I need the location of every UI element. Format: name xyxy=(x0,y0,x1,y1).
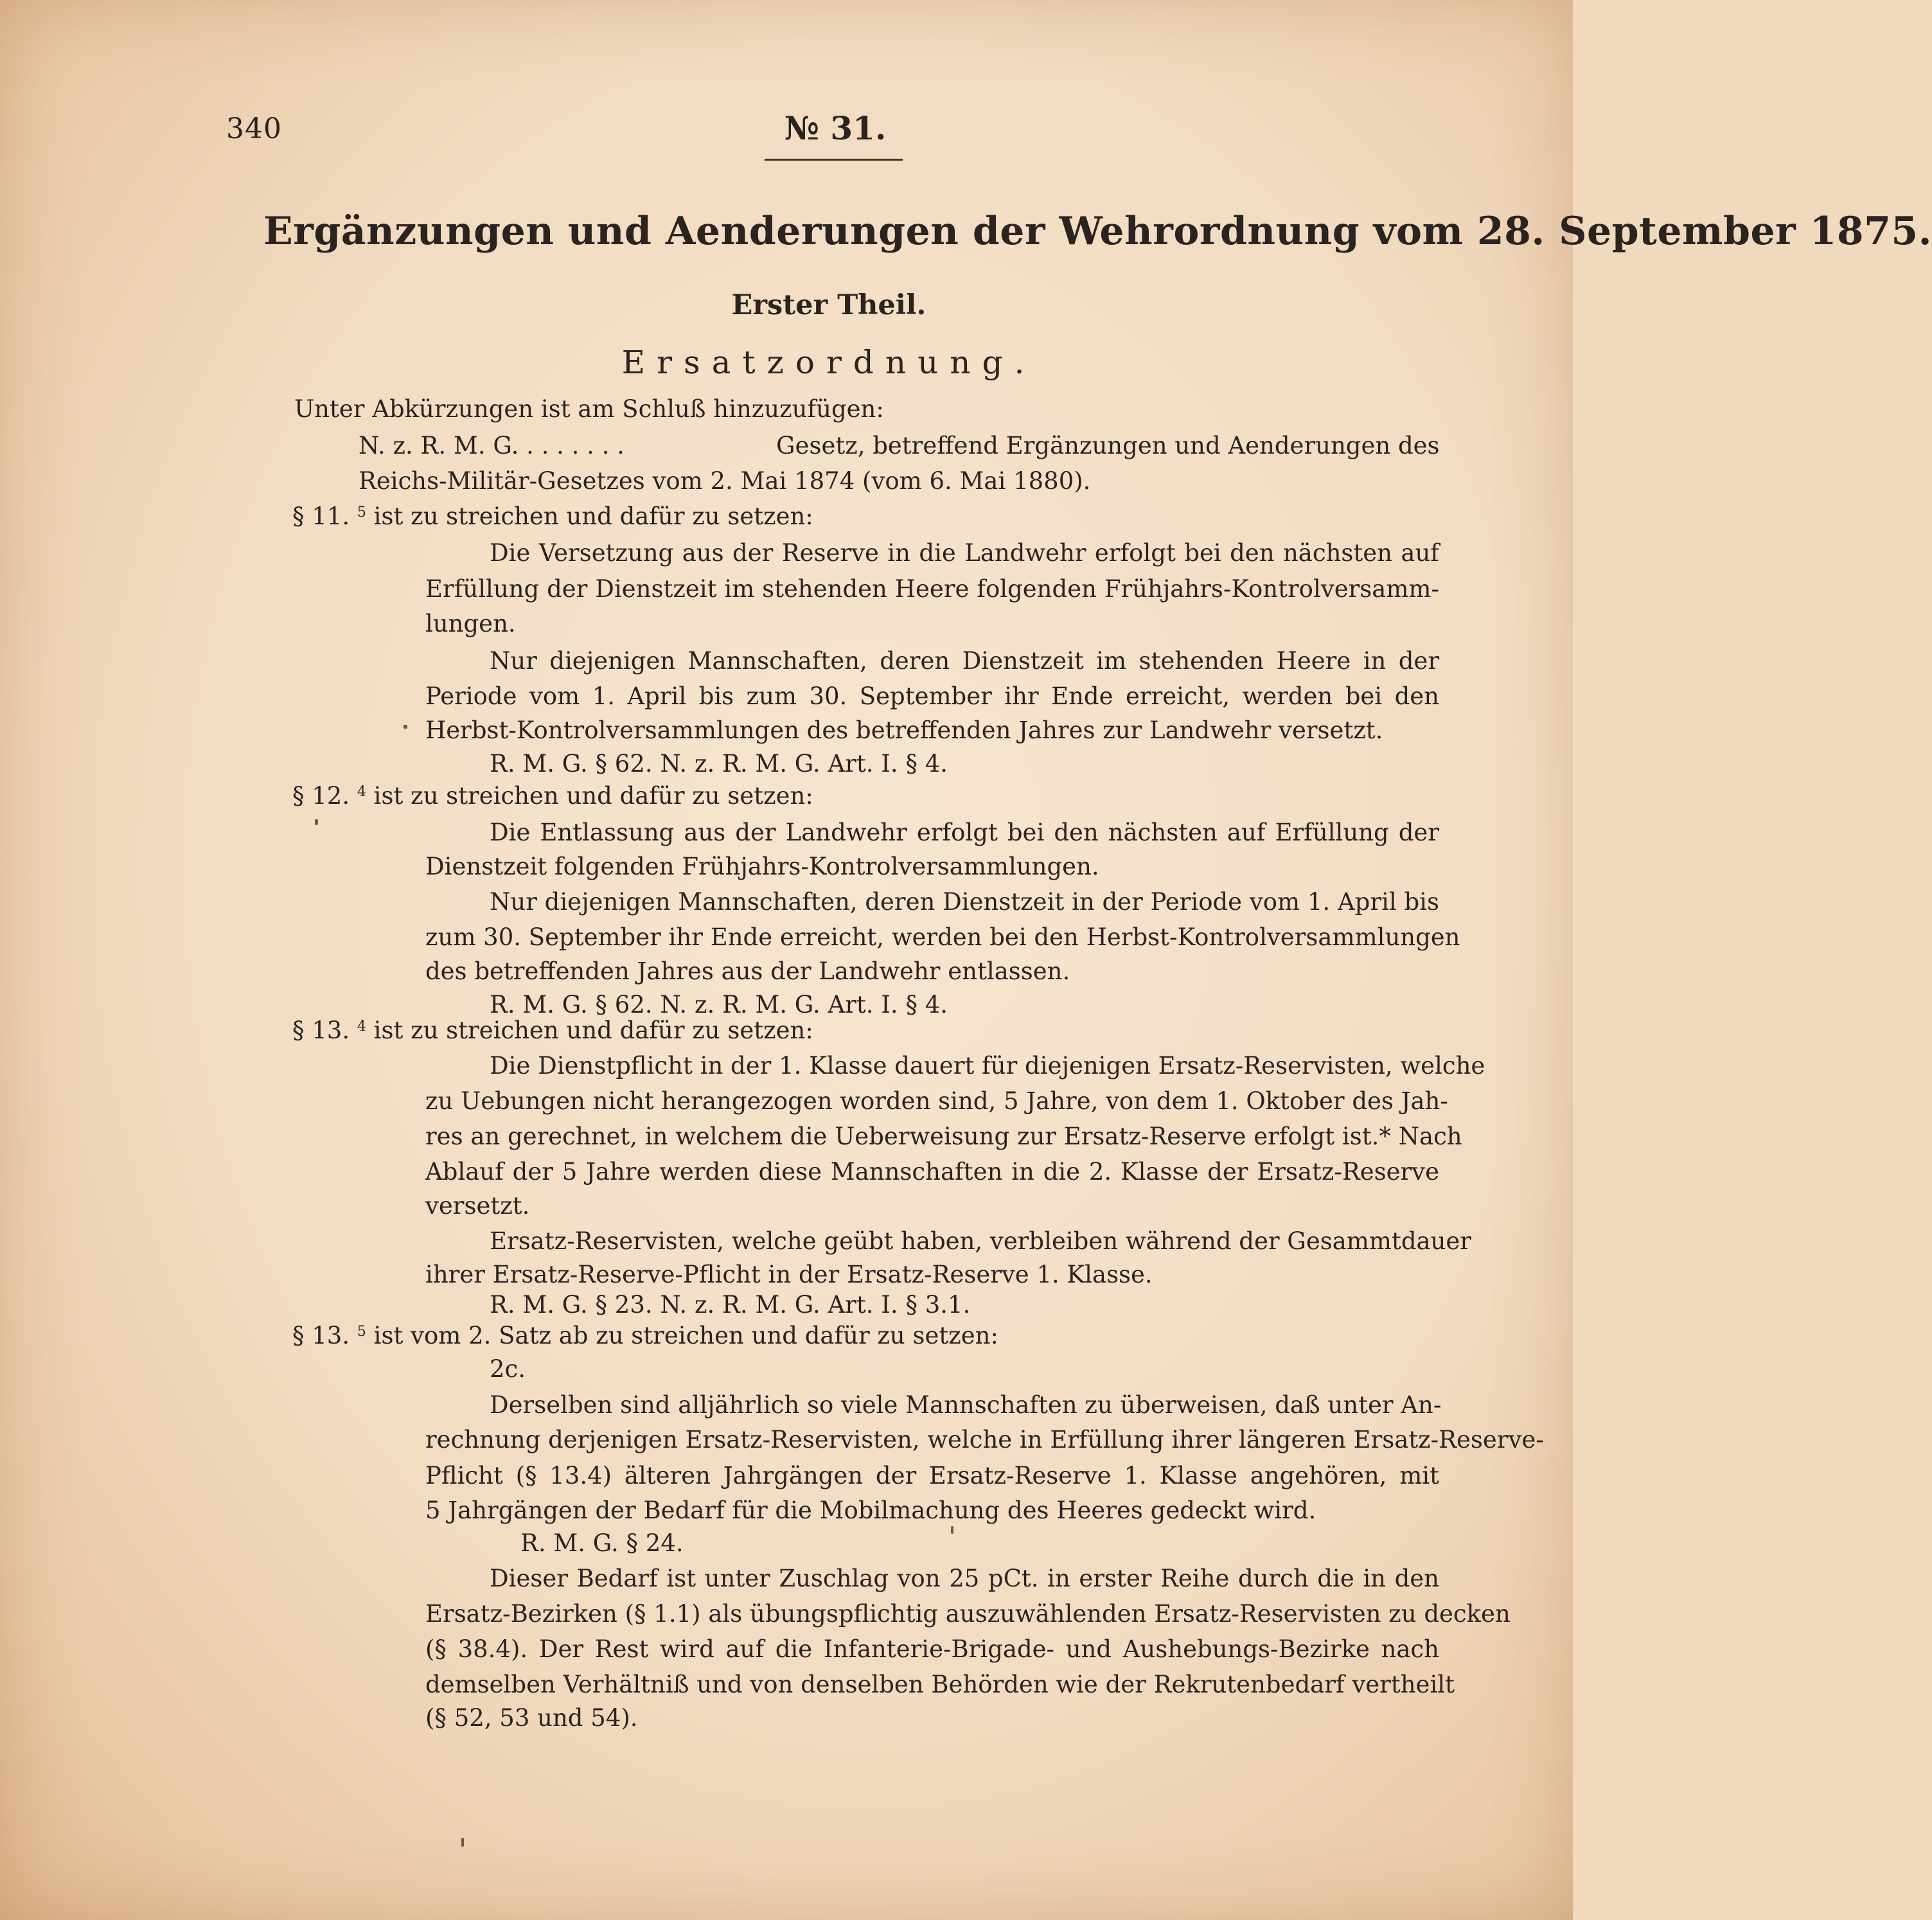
instruction-text: ist vom 2. Satz ab zu streichen und dafür zu setzen: xyxy=(373,1322,998,1349)
instruction-text: ist zu streichen und dafür zu setzen: xyxy=(373,502,813,530)
text-line: ihrer Ersatz-Reserve-Pflicht in der Ersatz-Reserve 1. Klasse. xyxy=(425,1261,1153,1288)
text-line: zu Uebungen nicht herangezogen worden sind, 5 Jahre, von dem 1. Oktober des Jah- xyxy=(425,1087,1448,1115)
text-line: Die Versetzung aus der Reserve in die Landwehr erfolgt bei den nächsten auf xyxy=(490,539,1439,567)
text-line: Ablauf der 5 Jahre werden diese Mannschaften in die 2. Klasse der Ersatz-Reserve xyxy=(425,1158,1439,1186)
text-line: Ersatz-Bezirken (§ 1.1) als übungspflichtig auszuwählenden Ersatz-Reservisten zu decken xyxy=(425,1600,1511,1628)
text-line: Herbst-Kontrolversammlungen des betreffenden Jahres zur Landwehr versetzt. xyxy=(425,716,1383,744)
paragraph-mark: § 13. xyxy=(292,1017,350,1044)
issue-number: № 31. xyxy=(784,109,887,147)
text-line: Die Entlassung aus der Landwehr erfolgt bei den nächsten auf Erfüllung der xyxy=(490,819,1439,846)
abbreviation-continued: Reichs-Militär-Gesetzes vom 2. Mai 1874 (vom 6. Mai 1880). xyxy=(359,467,1091,495)
issue-underline xyxy=(765,159,903,161)
text-line: Die Dienstpflicht in der 1. Klasse dauert für diejenigen Ersatz-Reservisten, welche xyxy=(490,1052,1485,1080)
text-line: Dienstzeit folgenden Frühjahrs-Kontrolversammlungen. xyxy=(425,853,1099,880)
section-12-heading xyxy=(292,784,813,808)
text-line: Erfüllung der Dienstzeit im stehenden Heere folgenden Frühjahrs-Kontrolversamm- xyxy=(425,575,1439,603)
page-number: 340 xyxy=(226,112,282,145)
paper-speck xyxy=(461,1838,464,1847)
text-line: 5 Jahrgängen der Bedarf für die Mobilmachung des Heeres gedeckt wird. xyxy=(425,1497,1316,1524)
clause-number: 5 xyxy=(357,1324,366,1340)
abbreviations-intro: Unter Abkürzungen ist am Schluß hinzuzufügen: xyxy=(294,395,884,423)
text-line: Pflicht (§ 13.4) älteren Jahrgängen der Ersatz-Reserve 1. Klasse angehören, mit xyxy=(425,1462,1439,1489)
paragraph-mark: § 13. xyxy=(292,1322,350,1349)
legal-reference: R. M. G. § 62. N. z. R. M. G. Art. I. § 4. xyxy=(490,750,948,778)
section-11-heading xyxy=(292,504,813,528)
section-13-4-heading xyxy=(292,1018,813,1042)
clause-number: 4 xyxy=(357,1018,366,1035)
text-line: (§ 52, 53 und 54). xyxy=(425,1704,638,1732)
text-line: lungen. xyxy=(425,610,516,637)
text-line: Ersatz-Reservisten, welche geübt haben, verbleiben während der Gesammtdauer xyxy=(490,1227,1471,1255)
text-line: 2c. xyxy=(490,1355,526,1383)
part-title: Erster Theil. xyxy=(731,289,926,321)
instruction-text: ist zu streichen und dafür zu setzen: xyxy=(373,1017,813,1044)
legal-reference: R. M. G. § 24. xyxy=(520,1529,684,1557)
clause-number: 4 xyxy=(357,784,366,800)
paragraph-mark: § 12. xyxy=(292,782,350,810)
text-line: Dieser Bedarf ist unter Zuschlag von 25 pCt. in erster Reihe durch die in den xyxy=(490,1565,1439,1592)
text-line: Nur diejenigen Mannschaften, deren Dienstzeit in der Periode vom 1. April bis xyxy=(490,888,1439,916)
legal-reference: R. M. G. § 23. N. z. R. M. G. Art. I. § 3.1. xyxy=(490,1291,971,1319)
paper-speck xyxy=(315,819,318,825)
text-line: des betreffenden Jahres aus der Landwehr entlassen. xyxy=(425,957,1070,985)
instruction-text: ist zu streichen und dafür zu setzen: xyxy=(373,782,813,810)
text-line: versetzt. xyxy=(425,1192,530,1220)
text-line: rechnung derjenigen Ersatz-Reservisten, welche in Erfüllung ihrer längeren Ersatz-Reserve- xyxy=(425,1426,1544,1453)
abbreviation-key: N. z. R. M. G. . . . . . . . xyxy=(359,432,625,459)
paragraph-mark: § 11. xyxy=(292,502,350,530)
text-line: Derselben sind alljährlich so viele Mannschaften zu überweisen, daß unter An- xyxy=(490,1391,1442,1419)
paper-speck xyxy=(951,1526,953,1534)
abbreviation-text: Gesetz, betreffend Ergänzungen und Aenderungen des xyxy=(776,432,1440,459)
text-line: (§ 38.4). Der Rest wird auf die Infanterie-Brigade- und Aushebungs-Bezirke nach xyxy=(425,1635,1439,1663)
document-title: Ergänzungen und Aenderungen der Wehrordnung vom 28. September 1875. xyxy=(263,209,1932,254)
section-13-5-heading xyxy=(292,1324,998,1347)
text-line: demselben Verhältniß und von denselben Behörden wie der Rekrutenbedarf vertheilt xyxy=(425,1671,1455,1698)
section-title: Ersatzordnung. xyxy=(621,344,1036,381)
legal-reference: R. M. G. § 62. N. z. R. M. G. Art. I. § 4. xyxy=(490,991,948,1018)
text-line: Periode vom 1. April bis zum 30. September ihr Ende erreicht, werden bei den xyxy=(425,682,1439,710)
text-line: res an gerechnet, in welchem die Ueberweisung zur Ersatz-Reserve erfolgt ist.* Nach xyxy=(425,1123,1462,1150)
clause-number: 5 xyxy=(357,504,366,520)
text-line: Nur diejenigen Mannschaften, deren Dienstzeit im stehenden Heere in der xyxy=(490,647,1439,675)
paper-speck xyxy=(403,725,407,729)
text-line: zum 30. September ihr Ende erreicht, werden bei den Herbst-Kontrolversammlungen xyxy=(425,923,1460,951)
